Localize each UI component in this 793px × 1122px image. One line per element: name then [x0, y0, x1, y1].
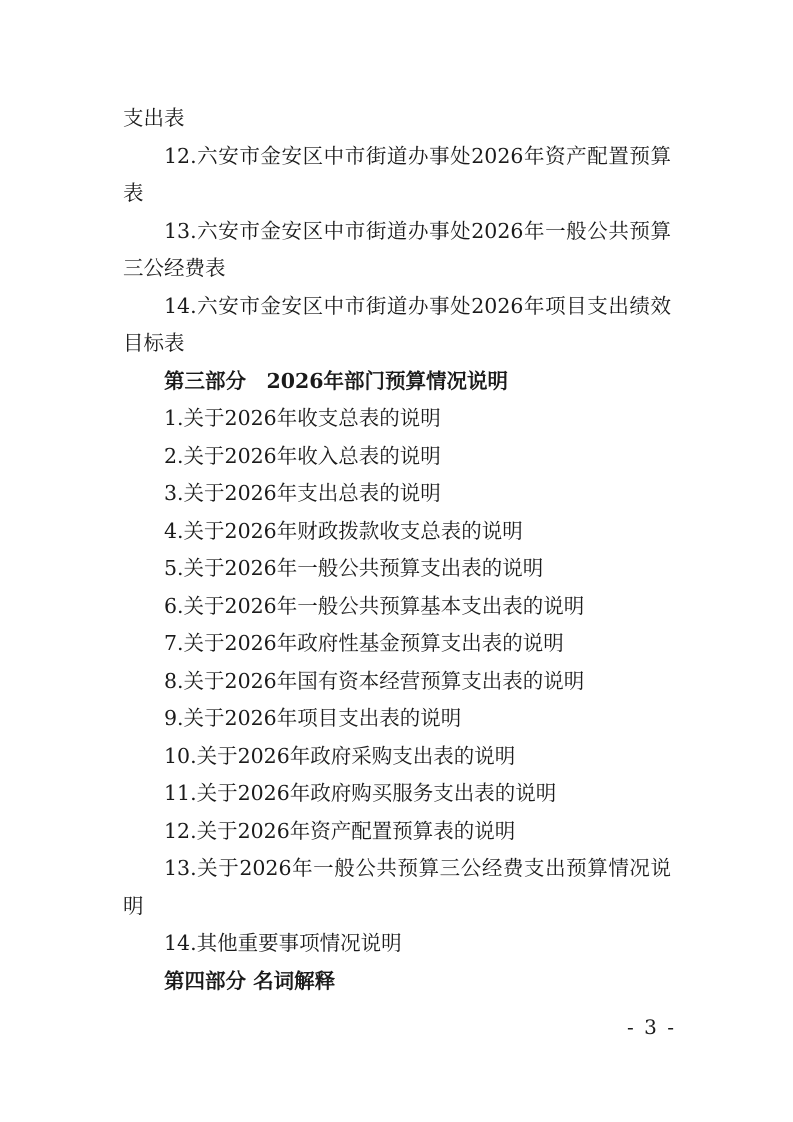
toc-line-explanation-2: 2.关于2026年收入总表的说明: [164, 443, 441, 468]
toc-line-continuation: 支出表: [123, 106, 185, 130]
toc-line-explanation-7: 7.关于2026年政府性基金预算支出表的说明: [164, 631, 564, 655]
toc-line-explanation-8: 8.关于2026年国有资本经营预算支出表的说明: [164, 668, 585, 693]
toc-line-explanation-3: 3.关于2026年支出总表的说明: [164, 481, 441, 505]
toc-line-explanation-1: 1.关于2026年收支总表的说明: [164, 406, 441, 430]
toc-line-explanation-5: 5.关于2026年一般公共预算支出表的说明: [164, 556, 544, 580]
toc-line-explanation-11: 11.关于2026年政府购买服务支出表的说明: [164, 781, 557, 805]
toc-line-table-12: 12.六安市金安区中市街道办事处2026年资产配置预算: [164, 143, 671, 168]
toc-line-explanation-4: 4.关于2026年财政拨款收支总表的说明: [164, 518, 523, 543]
toc-line-explanation-9: 9.关于2026年项目支出表的说明: [164, 706, 462, 730]
toc-line-table-14: 14.六安市金安区中市街道办事处2026年项目支出绩效: [164, 293, 671, 318]
toc-line-explanation-13: 13.关于2026年一般公共预算三公经费支出预算情况说: [164, 856, 671, 880]
toc-line-table-13: 13.六安市金安区中市街道办事处2026年一般公共预算: [164, 218, 671, 243]
toc-line-continuation: 明: [123, 893, 144, 918]
toc-line-explanation-14: 14.其他重要事项情况说明: [164, 931, 402, 955]
toc-line-continuation: 三公经费表: [123, 256, 226, 280]
section-heading-part-four: 第四部分 名词解释: [164, 968, 336, 993]
table-of-contents: [123, 100, 671, 1000]
toc-line-continuation: 表: [123, 181, 144, 205]
page-number: - 3 -: [627, 1015, 676, 1039]
section-heading-part-three: 第三部分 2026年部门预算情况说明: [164, 368, 509, 393]
toc-line-explanation-12: 12.关于2026年资产配置预算表的说明: [164, 818, 516, 843]
toc-line-continuation: 目标表: [123, 331, 185, 355]
toc-line-explanation-10: 10.关于2026年政府采购支出表的说明: [164, 743, 516, 768]
toc-line-explanation-6: 6.关于2026年一般公共预算基本支出表的说明: [164, 593, 585, 618]
